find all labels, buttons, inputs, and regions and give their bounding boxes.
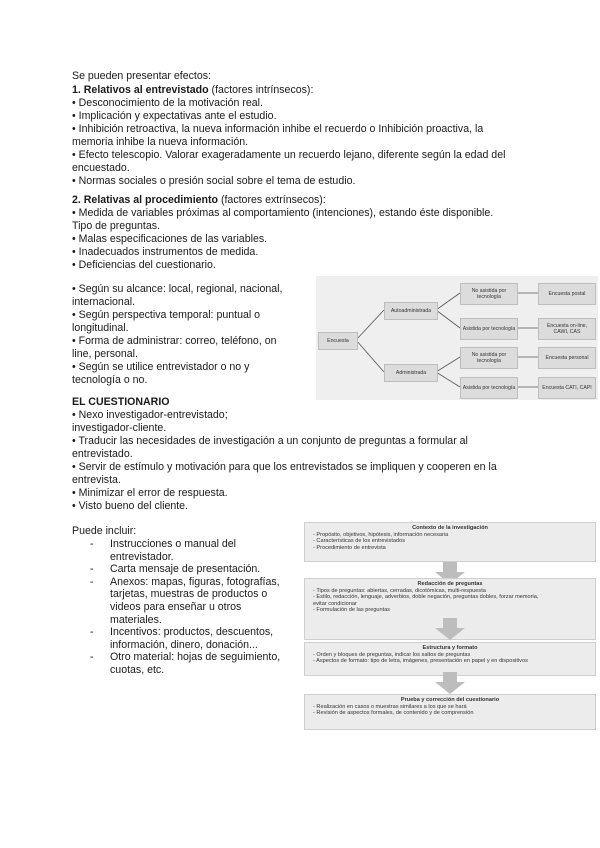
section1-title-rest: (factores intrínsecos): (208, 84, 314, 96)
stage-line: - Aspectos de formato: tipo de letra, imágenes, presentación en papel y en dispositivos (313, 658, 528, 665)
c-line: entrevistado. (72, 448, 133, 460)
c-line: • Minimizar el error de respuesta. (72, 487, 228, 499)
stage-context (304, 522, 596, 562)
node-auto-asistida: Asistida por tecnología (460, 318, 518, 340)
c-line: • Nexo investigador-entrevistado; (72, 409, 228, 421)
c-line: investigador-cliente. (72, 422, 167, 434)
section1-title: 1. Relativos al entrevistado (72, 84, 209, 96)
node-encuesta: Encuesta (318, 332, 358, 350)
stage-line: evitar condicionar (313, 600, 357, 607)
s2-line: • Malas especificaciones de las variables. (72, 233, 268, 245)
connector-line (356, 310, 384, 340)
connector-line (436, 372, 460, 387)
cuestionario-title: EL CUESTIONARIO (72, 396, 170, 408)
list-item-cont: entrevistador. (110, 550, 174, 563)
s1-line: • Inhibición retroactiva, la nueva información inhibe el recuerdo o Inhibición proactiva, la (72, 123, 484, 135)
node-encuesta-online: Encuesta on-line, CAWI, CAS (538, 318, 596, 340)
node-admin-asistida: Asistida por tecnología (460, 377, 518, 399)
s3-line: internacional. (72, 296, 136, 308)
section2-title: 2. Relativas al procedimiento (72, 194, 219, 206)
down-arrow-icon (435, 618, 465, 640)
list-item: - Incentivos: productos, descuentos, (90, 626, 274, 639)
stage-line: - Revisión de aspectos formales, de contenido y de comprensión (313, 710, 474, 717)
s1-line: • Efecto telescopio. Valorar exageradamente un recuerdo lejano, diferente según la edad del (72, 149, 506, 161)
questionnaire-flow-diagram (304, 522, 596, 746)
s3-line: • Forma de administrar: correo, teléfono, on (72, 335, 277, 347)
node-autoadministrada: Autoadministrada (384, 302, 438, 320)
node-administrada: Administrada (384, 364, 438, 382)
stage-line: - Características de los entrevistados (313, 538, 406, 545)
list-item: - Instrucciones o manual del (90, 538, 237, 550)
stage-line: - Orden y bloques de preguntas, indicar los saltos de preguntas (313, 651, 471, 658)
section1-heading (72, 84, 313, 97)
s3-line: • Según su alcance: local, regional, nacional, (72, 283, 283, 295)
s3-line: longitudinal. (72, 322, 129, 334)
s1-line: memoria inhibe la nueva información. (72, 136, 249, 148)
stage-title: Prueba y corrección del cuestionario (400, 697, 500, 703)
list-item-cont: tarjetas, muestras de productos o (110, 588, 268, 601)
connector-line (436, 357, 460, 372)
s1-line: • Desconocimiento de la motivación real. (72, 97, 263, 109)
s3-line: • Según perspectiva temporal: puntual o (72, 309, 261, 321)
incluir-title: Puede incluir: (72, 525, 137, 537)
s1-line: • Normas sociales o presión social sobre el tema de estudio. (72, 175, 356, 187)
s3-line: line, personal. (72, 348, 138, 360)
s1-line: encuestado. (72, 162, 130, 174)
s1-line: • Implicación y expectativas ante el estudio. (72, 110, 277, 122)
list-item: - Carta mensaje de presentación. (90, 563, 261, 576)
stage-estructura (304, 642, 596, 676)
survey-types-diagram (316, 276, 598, 400)
s2-line: Tipo de preguntas. (72, 220, 160, 232)
s3-line: • Según se utilice entrevistador o no y (72, 361, 250, 373)
stage-line: - Tipos de preguntas: abiertas, cerradas, dicotómicas, multi-respuesta (313, 587, 486, 594)
list-item-cont: cuotas, etc. (110, 663, 165, 676)
s2-line: • Medida de variables próximas al comportamiento (intenciones), estando éste disponible. (72, 207, 494, 219)
intro-text: Se pueden presentar efectos: (72, 70, 211, 82)
c-line: • Visto bueno del cliente. (72, 500, 189, 512)
node-auto-no-asistida: No asistida por tecnología (460, 283, 518, 305)
list-item: - Otro material: hojas de seguimiento, (90, 651, 281, 664)
list-item-cont: materiales. (110, 613, 162, 626)
node-encuesta-cati: Encuesta CATI, CAPI (538, 377, 596, 399)
node-admin-no-asistida: No asistida por tecnología (460, 347, 518, 369)
section2-heading (72, 194, 326, 207)
stage-title: Estructura y formato (422, 645, 478, 651)
stage-title: Redacción de preguntas (417, 581, 483, 587)
stage-line: - Procedimiento de entrevista (313, 544, 386, 551)
connector-line (436, 310, 460, 328)
incluir-list (90, 538, 280, 677)
s2-line: • Inadecuados instrumentos de medida. (72, 246, 259, 258)
stage-line: - Formulación de las preguntas (313, 607, 391, 614)
s2-line: • Deficiencias del cuestionario. (72, 259, 216, 271)
s3-line: tecnología o no. (72, 374, 148, 386)
connector-line (436, 293, 460, 310)
c-line: entrevista. (72, 474, 121, 486)
c-line: • Servir de estímulo y motivación para que los entrevistados se impliquen y cooperen en la (72, 461, 497, 473)
stage-title: Contexto de la investigación (412, 525, 488, 531)
down-arrow-icon (435, 672, 465, 694)
stage-line: - Estilo, redacción, lenguaje, adverbios, doble negación, preguntas dobles, forzar memoria, (313, 594, 539, 601)
connector-line (356, 340, 384, 372)
stage-prueba (304, 694, 596, 730)
node-encuesta-personal: Encuesta personal (538, 347, 596, 369)
section2-title-rest: (factores extrínsecos): (218, 194, 326, 206)
stage-line: - Propósito, objetivos, hipótesis, información necesaria (313, 531, 449, 538)
node-encuesta-postal: Encuesta postal (538, 283, 596, 305)
stage-line: - Realización en casos o muestras similares a los que se hará (313, 703, 467, 710)
list-item-cont: información, dinero, donación... (110, 638, 258, 651)
list-item: - Anexos: mapas, figuras, fotografías, (90, 575, 280, 588)
list-item-cont: videos para enseñar u otros (110, 600, 242, 613)
c-line: • Traducir las necesidades de investigación a un conjunto de preguntas a formular al (72, 435, 468, 447)
